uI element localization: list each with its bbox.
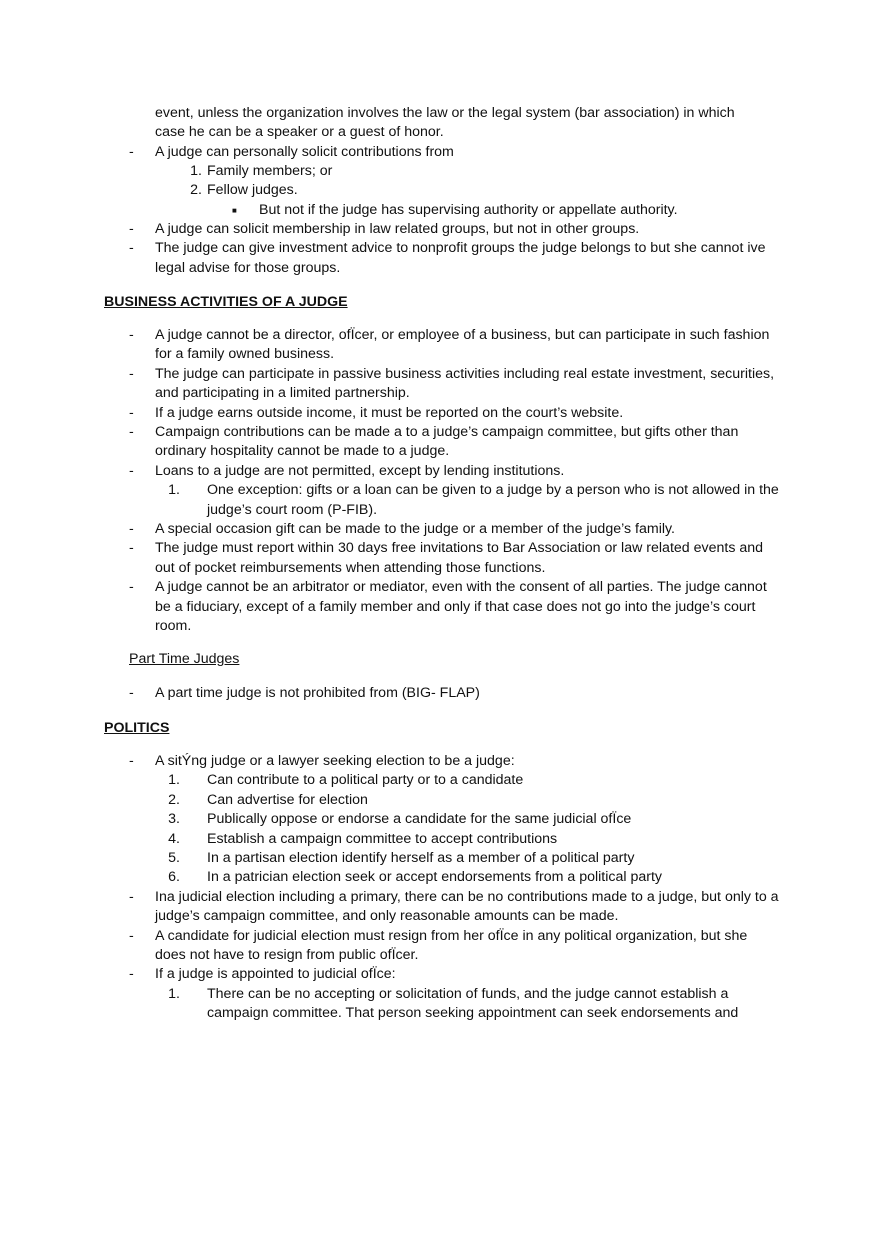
list-item: - A judge cannot be an arbitrator or mediator, even with the consent of all parties. The judge cannot be a fiduciary, except of a family member and only if that case does not go into the judge’s court room. xyxy=(129,579,767,635)
list-item: - The judge can participate in passive business activities including real estate investment, securities, and participating in a limited partnership. xyxy=(129,365,775,402)
continuation-paragraph: event, unless the organization involves the law or the legal system (bar association) in which case he can be a speaker or a guest of honor. xyxy=(155,105,735,141)
list-item: 1. There can be no accepting or solicitation of funds, and the judge cannot establish a campaign committee. That person seeking appointment can seek endorsements and xyxy=(168,985,739,1022)
list-item: 6. In a patrician election seek or accept endorsements from a political party xyxy=(168,869,663,886)
square-bullet-icon: ■ xyxy=(232,206,237,215)
list-item: - A candidate for judicial election must resign from her ofÏce in any political organization, but she does not have to resign from public ofÏcer. xyxy=(129,927,748,964)
part-time-judges-heading: Part Time Judges xyxy=(129,651,240,667)
intro-sub-list xyxy=(180,162,740,201)
part-time-bullet xyxy=(129,684,779,703)
list-item: - Ina judicial election including a primary, there can be no contributions made to a judge, but only to a judge’s campaign committee, and only reasonable amounts can be made. xyxy=(129,888,779,925)
list-item: 2. Fellow judges. xyxy=(190,182,298,199)
list-item: - A judge can solicit membership in law related groups, but not in other groups. xyxy=(129,221,640,237)
list-item: - The judge must report within 30 days free invitations to Bar Association or law related events and out of pocket reimbursements when attending those functions. xyxy=(129,540,764,576)
list-item: ■ But not if the judge has supervising authority or appellate authority. xyxy=(232,201,752,220)
list-item: - The judge can give investment advice to nonprofit groups the judge belongs to but she cannot ive legal advise for those groups. xyxy=(129,240,766,276)
business-heading: BUSINESS ACTIVITIES OF A JUDGE xyxy=(104,294,348,310)
intro-sub-sub-item xyxy=(232,201,752,220)
business-bullet-list xyxy=(129,326,779,637)
list-item: - Campaign contributions can be made a to a judge’s campaign committee, but gifts other than ordinary hospitality cannot be made to a judge. xyxy=(129,424,739,460)
list-item: - A judge can personally solicit contributions from xyxy=(129,144,454,160)
intro-bullet-list-2 xyxy=(129,220,779,278)
politics-heading: POLITICS xyxy=(104,720,170,736)
list-item: 1. One exception: gifts or a loan can be given to a judge by a person who is not allowed in the judge’s court room (P-FIB). xyxy=(168,482,779,518)
list-item: - If a judge earns outside income, it must be reported on the court’s website. xyxy=(129,404,624,421)
list-item: 4. Establish a campaign committee to accept contributions xyxy=(168,830,558,847)
intro-bullet-list xyxy=(129,143,779,162)
list-item: - A judge cannot be a director, ofÏcer, or employee of a business, but can participate in such fashion for a family owned business. xyxy=(129,327,770,363)
list-item: - A special occasion gift can be made to the judge or a member of the judge’s family. xyxy=(129,521,675,538)
list-item: 5. In a partisan election identify herself as a member of a political party xyxy=(168,850,635,867)
list-item: - A sitÝng judge or a lawyer seeking election to be a judge: xyxy=(129,753,515,769)
list-item: 1. Family members; or xyxy=(190,163,333,179)
list-item: 2. Can advertise for election xyxy=(168,791,368,808)
list-item: 1. Can contribute to a political party or to a candidate xyxy=(168,772,524,789)
list-item: - Loans to a judge are not permitted, except by lending institutions. xyxy=(129,462,565,479)
list-item: - If a judge is appointed to judicial ofÏce: xyxy=(129,966,396,983)
list-item: - A part time judge is not prohibited from (BIG- FLAP) xyxy=(129,685,480,701)
politics-bullet-list xyxy=(129,752,779,1024)
list-item: 3. Publically oppose or endorse a candidate for the same judicial ofÏce xyxy=(168,811,632,828)
